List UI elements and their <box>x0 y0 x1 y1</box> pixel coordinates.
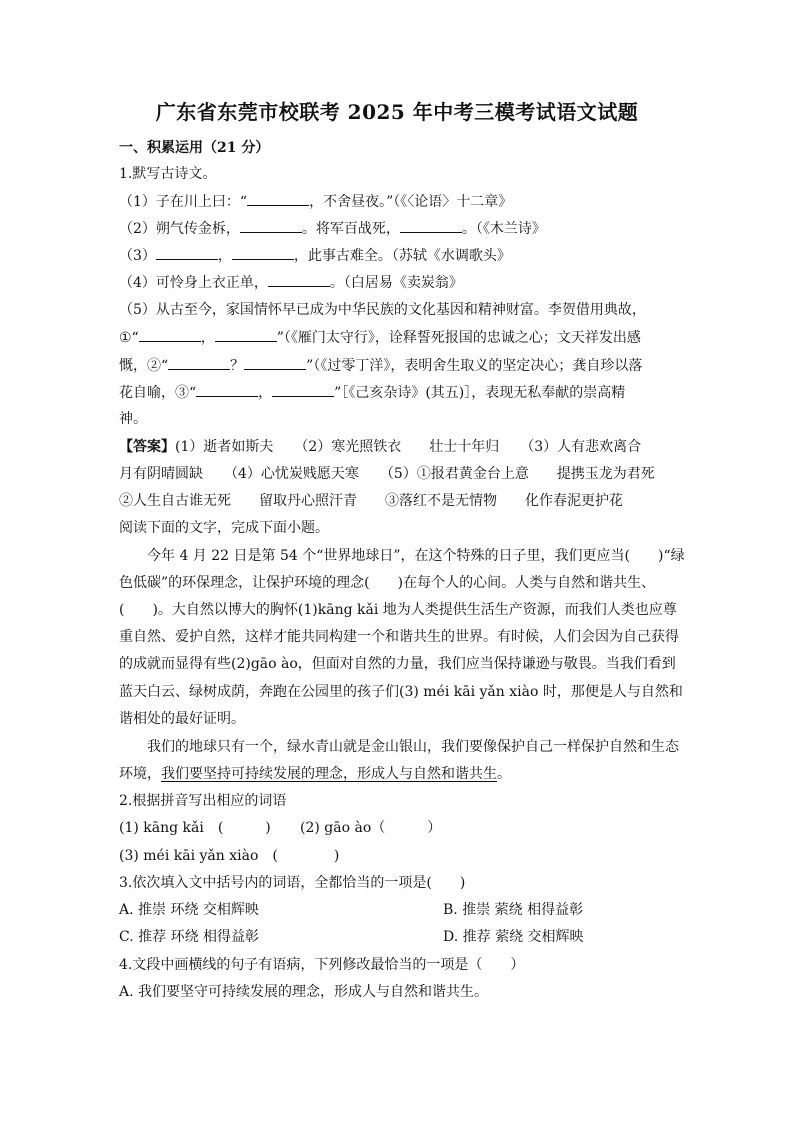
q1-item-2-post: 。（《木兰诗》 <box>461 221 546 237</box>
q1-item-5-line-3 <box>119 355 642 376</box>
q2-item-3: (3) méi kāi yǎn xiào ( ) <box>119 848 340 864</box>
q1-item-1 <box>119 191 512 212</box>
q4-stem: 4.文段中画横线的句子有语病，下列修改最恰当的一项是（ ） <box>119 957 525 973</box>
section-heading: 一、积累运用（21 分） <box>119 140 270 156</box>
passage-line <box>119 764 511 784</box>
q1-item-2-mid: 。将军百战死， <box>301 221 400 237</box>
blank[interactable] <box>247 191 309 206</box>
answer-line-1 <box>119 437 641 457</box>
blank[interactable] <box>272 382 334 397</box>
passage-line: 的成就而显得有些(2)gāo ào，但面对自然的力量，我们应当保持谦逊与敬畏。当我们看到 <box>119 656 676 672</box>
blank[interactable] <box>268 272 330 287</box>
q1-item-5-text: 花自喻，③“ <box>119 385 197 401</box>
q1-item-2-pre: （2）朔气传金柝， <box>119 221 240 237</box>
blank[interactable] <box>244 355 306 370</box>
q3-option-b[interactable]: B. 推崇 萦绕 相得益彰 <box>443 902 584 918</box>
q3-option-d[interactable]: D. 推荐 萦绕 交相辉映 <box>443 929 584 945</box>
q3-option-c[interactable]: C. 推荐 环绕 相得益彰 <box>119 929 260 945</box>
passage-text: 环境， <box>119 766 161 782</box>
passage-text: 。 <box>497 766 511 782</box>
answer-line-3: ②人生自古谁无死 留取丹心照汗青 ③落红不是无情物 化作春泥更护花 <box>119 493 623 509</box>
q1-item-3-pre: （3） <box>119 248 156 264</box>
q1-item-3-mid: ， <box>217 248 232 264</box>
passage-line: 重自然、爱护自然，这样才能共同构建一个和谐共生的世界。有时候，人们会因为自己获得 <box>119 629 679 645</box>
q1-item-5-text: ”（《过零丁洋》，表明舍生取义的坚定决心；龚自珍以落 <box>306 358 643 374</box>
passage-line: 谐相处的最好证明。 <box>119 711 245 727</box>
underlined-sentence: 我们要坚持可持续发展的理念，形成人与自然和谐共生 <box>161 766 497 782</box>
answer-text: (1）逝者如斯夫 （2）寒光照铁衣 壮士十年归 （3）人有悲欢离合 <box>175 439 642 455</box>
q1-item-5-line-5: 神。 <box>119 411 147 427</box>
passage-line: 蓝天白云、绿树成荫，奔跑在公园里的孩子们(3) méi kāi yǎn xiào 时，那便是人与自然和 <box>119 684 683 700</box>
q1-item-5-line-1: （5）从古至今，家国情怀早已成为中华民族的文化基因和精神财富。李贺借用典故， <box>119 302 646 318</box>
q1-item-5-text: ”［《己亥杂诗》(其五)］，表现无私奉献的崇高精 <box>334 385 626 401</box>
blank[interactable] <box>240 218 302 233</box>
q1-item-5-text: ， <box>200 330 215 346</box>
blank[interactable] <box>168 355 230 370</box>
q1-item-5-text: ， <box>258 385 273 401</box>
q1-item-5-line-4 <box>119 382 625 403</box>
q1-item-5-text: 慨，②“ <box>119 358 169 374</box>
blank[interactable] <box>156 245 218 260</box>
passage-line: 色低碳”的环保理念，让保护环境的理念( )在每个人的心间。人类与自然和谐共生、 <box>119 575 656 591</box>
passage-line: 我们的地球只有一个，绿水青山就是金山银山，我们要像保护自己一样保护自然和生态 <box>147 739 679 755</box>
q1-item-3 <box>119 245 511 266</box>
passage-line: 今年 4 月 22 日是第 54 个“世界地球日”，在这个特殊的日子里，我们更应当( )“绿 <box>147 548 685 564</box>
q1-item-5-text: ”（《雁门太守行》，诠释誓死报国的忠诚之心；文天祥发出感 <box>276 330 641 346</box>
answer-label: 【答案】 <box>119 439 175 455</box>
q1-item-5-text: ？ <box>230 358 245 374</box>
q1-item-4-pre: （4）可怜身上衣正单， <box>119 275 268 291</box>
q1-item-3-post: ，此事古难全。（苏轼《水调歌头》 <box>293 248 511 264</box>
page-title: 广东省东莞市校联考 2025 年中考三模考试语文试题 <box>155 100 639 124</box>
q1-item-4-post: 。（白居易《卖炭翁》 <box>329 275 463 291</box>
q2-stem: 2.根据拼音写出相应的词语 <box>119 793 287 809</box>
reading-intro: 阅读下面的文字，完成下面小题。 <box>119 520 329 536</box>
q1-stem: 1.默写古诗文。 <box>119 166 217 182</box>
q3-stem: 3.依次填入文中括号内的词语，全都恰当的一项是( ) <box>119 875 466 891</box>
answer-line-2: 月有阴晴圆缺 （4）心忧炭贱愿天寒 （5）①报君黄金台上意 提携玉龙为君死 <box>119 466 655 482</box>
q1-item-2 <box>119 218 546 239</box>
passage-line: ( )。大自然以博大的胸怀(1)kāng kǎi 地为人类提供生活生产资源，而我们人类也应尊 <box>119 602 677 618</box>
q1-item-5-line-2 <box>119 327 641 348</box>
q1-item-1-pre: （1）子在川上曰：“ <box>119 194 248 210</box>
blank[interactable] <box>215 327 277 342</box>
q4-option-a[interactable]: A. 我们要坚守可持续发展的理念，形成人与自然和谐共生。 <box>119 984 489 1000</box>
blank[interactable] <box>196 382 258 397</box>
q1-item-4 <box>119 272 463 293</box>
q1-item-5-text: ①“ <box>119 330 139 346</box>
q2-item-2: (2) gāo ào（ ） <box>300 820 442 836</box>
q3-option-a[interactable]: A. 推崇 环绕 交相辉映 <box>119 902 259 918</box>
q2-item-1: (1) kāng kǎi ( ) <box>119 820 271 836</box>
blank[interactable] <box>400 218 462 233</box>
blank[interactable] <box>139 327 201 342</box>
q1-item-1-post: ，不舍昼夜。”（《〈论语〉十二章》 <box>309 194 513 210</box>
blank[interactable] <box>232 245 294 260</box>
